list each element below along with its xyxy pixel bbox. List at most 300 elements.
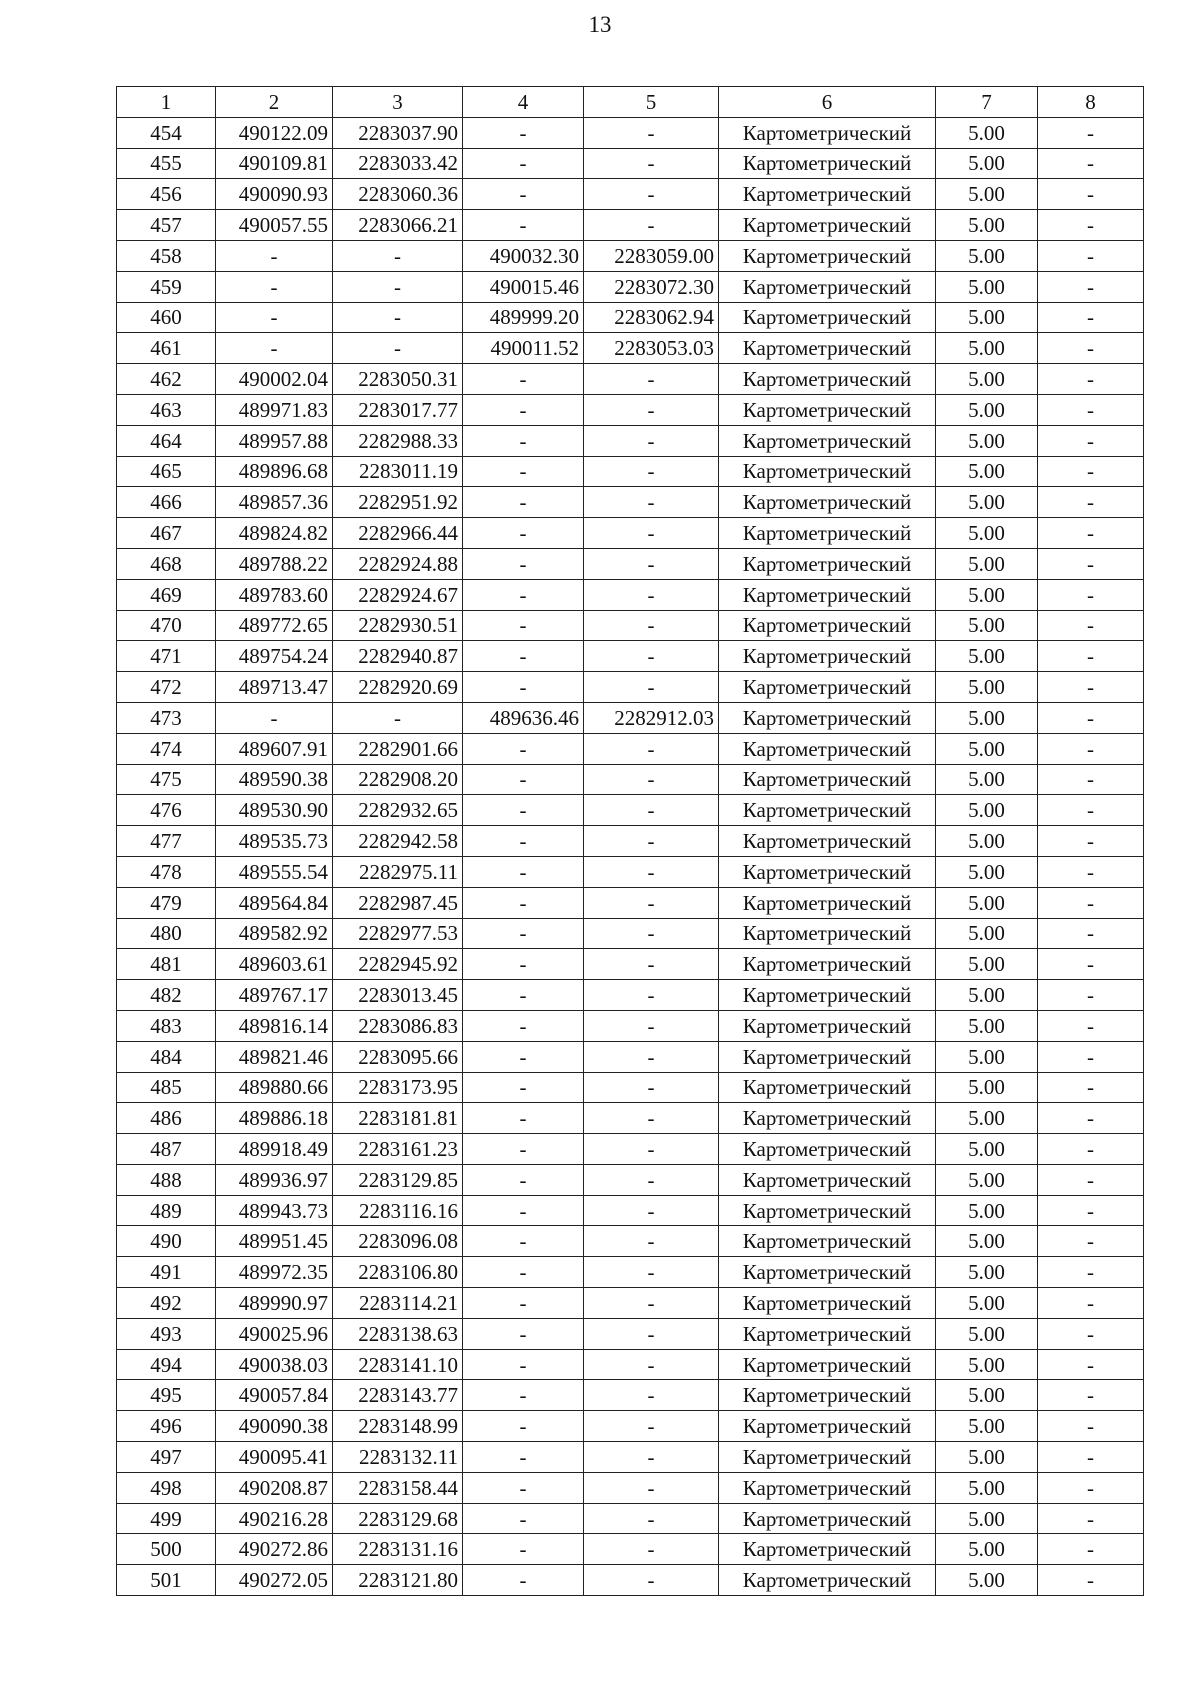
- table-cell: 5.00: [936, 148, 1038, 179]
- table-cell: 490057.84: [216, 1380, 333, 1411]
- table-cell: Картометрический: [719, 1534, 936, 1565]
- table-cell: Картометрический: [719, 1411, 936, 1442]
- table-cell: 5.00: [936, 1288, 1038, 1319]
- column-header: 3: [333, 87, 463, 118]
- table-cell: -: [584, 826, 719, 857]
- table-cell: -: [463, 1442, 584, 1473]
- table-cell: 2283106.80: [333, 1257, 463, 1288]
- table-cell: 490216.28: [216, 1503, 333, 1534]
- table-row: [117, 1534, 1144, 1565]
- table-cell: -: [463, 579, 584, 610]
- table-row: [117, 210, 1144, 241]
- table-cell: 489783.60: [216, 579, 333, 610]
- table-cell: -: [463, 1164, 584, 1195]
- table-row: [117, 1503, 1144, 1534]
- table-cell: 2283011.19: [333, 456, 463, 487]
- table-cell: -: [333, 333, 463, 364]
- table-cell: 5.00: [936, 764, 1038, 795]
- table-cell: 2283131.16: [333, 1534, 463, 1565]
- table-cell: 482: [117, 980, 216, 1011]
- table-cell: -: [463, 1318, 584, 1349]
- table-cell: 2283017.77: [333, 394, 463, 425]
- table-cell: Картометрический: [719, 980, 936, 1011]
- table-cell: 5.00: [936, 1318, 1038, 1349]
- table-cell: 492: [117, 1288, 216, 1319]
- table-cell: 466: [117, 487, 216, 518]
- table-cell: Картометрический: [719, 1503, 936, 1534]
- table-cell: 486: [117, 1103, 216, 1134]
- table-cell: 5.00: [936, 1472, 1038, 1503]
- table-cell: -: [584, 980, 719, 1011]
- table-cell: 490122.09: [216, 117, 333, 148]
- table-cell: 495: [117, 1380, 216, 1411]
- table-cell: 5.00: [936, 548, 1038, 579]
- table-cell: 487: [117, 1134, 216, 1165]
- table-cell: Картометрический: [719, 918, 936, 949]
- table-cell: -: [584, 1442, 719, 1473]
- table-row: [117, 702, 1144, 733]
- table-cell: -: [463, 1380, 584, 1411]
- table-cell: -: [463, 210, 584, 241]
- table-row: [117, 1226, 1144, 1257]
- table-cell: 5.00: [936, 702, 1038, 733]
- table-cell: -: [463, 1072, 584, 1103]
- table-cell: 5.00: [936, 980, 1038, 1011]
- table-cell: -: [463, 764, 584, 795]
- table-cell: -: [463, 610, 584, 641]
- table-cell: 490090.93: [216, 179, 333, 210]
- table-row: [117, 333, 1144, 364]
- table-row: [117, 425, 1144, 456]
- table-cell: -: [216, 302, 333, 333]
- table-cell: -: [1038, 1380, 1144, 1411]
- table-cell: Картометрический: [719, 1010, 936, 1041]
- table-cell: -: [463, 1534, 584, 1565]
- table-cell: -: [584, 1041, 719, 1072]
- table-cell: 489886.18: [216, 1103, 333, 1134]
- table-cell: 2283132.11: [333, 1442, 463, 1473]
- table-cell: 2283129.68: [333, 1503, 463, 1534]
- table-row: [117, 1349, 1144, 1380]
- table-cell: -: [463, 1503, 584, 1534]
- table-cell: -: [584, 949, 719, 980]
- table-cell: 477: [117, 826, 216, 857]
- table-cell: Картометрический: [719, 826, 936, 857]
- table-cell: 489788.22: [216, 548, 333, 579]
- table-cell: Картометрический: [719, 1318, 936, 1349]
- table-cell: 5.00: [936, 795, 1038, 826]
- table-cell: 2283148.99: [333, 1411, 463, 1442]
- table-cell: 469: [117, 579, 216, 610]
- table-row: [117, 302, 1144, 333]
- table-cell: -: [1038, 980, 1144, 1011]
- table-cell: 2283037.90: [333, 117, 463, 148]
- table-cell: 5.00: [936, 1072, 1038, 1103]
- table-cell: 489607.91: [216, 733, 333, 764]
- table-cell: 5.00: [936, 518, 1038, 549]
- table-row: [117, 394, 1144, 425]
- table-cell: 490057.55: [216, 210, 333, 241]
- table-cell: 2282975.11: [333, 856, 463, 887]
- table-cell: 490015.46: [463, 271, 584, 302]
- table-cell: 483: [117, 1010, 216, 1041]
- table-cell: 2282966.44: [333, 518, 463, 549]
- table-cell: 471: [117, 641, 216, 672]
- table-cell: -: [1038, 887, 1144, 918]
- table-cell: 5.00: [936, 302, 1038, 333]
- table-cell: 5.00: [936, 1565, 1038, 1596]
- table-cell: -: [1038, 1318, 1144, 1349]
- table-cell: -: [584, 1010, 719, 1041]
- table-cell: -: [584, 487, 719, 518]
- table-cell: Картометрический: [719, 548, 936, 579]
- table-cell: -: [584, 1503, 719, 1534]
- table-row: [117, 764, 1144, 795]
- table-cell: 2283072.30: [584, 271, 719, 302]
- table-cell: 474: [117, 733, 216, 764]
- table-cell: -: [584, 548, 719, 579]
- table-row: [117, 918, 1144, 949]
- table-cell: 2282942.58: [333, 826, 463, 857]
- table-cell: 456: [117, 179, 216, 210]
- table-cell: -: [1038, 1226, 1144, 1257]
- table-cell: -: [584, 1195, 719, 1226]
- table-row: [117, 518, 1144, 549]
- table-row: [117, 610, 1144, 641]
- table-cell: 5.00: [936, 1226, 1038, 1257]
- table-cell: -: [584, 117, 719, 148]
- table-cell: -: [584, 610, 719, 641]
- table-cell: Картометрический: [719, 1472, 936, 1503]
- table-cell: -: [463, 1010, 584, 1041]
- table-row: [117, 1472, 1144, 1503]
- table-cell: -: [463, 148, 584, 179]
- table-cell: 489972.35: [216, 1257, 333, 1288]
- table-cell: -: [1038, 210, 1144, 241]
- table-row: [117, 641, 1144, 672]
- table-cell: -: [584, 764, 719, 795]
- table-cell: 2282901.66: [333, 733, 463, 764]
- table-cell: 2282987.45: [333, 887, 463, 918]
- table-cell: -: [584, 1318, 719, 1349]
- table-cell: -: [463, 887, 584, 918]
- table-cell: 490: [117, 1226, 216, 1257]
- table-cell: 2282930.51: [333, 610, 463, 641]
- table-cell: -: [584, 1411, 719, 1442]
- table-cell: Картометрический: [719, 795, 936, 826]
- table-cell: -: [1038, 733, 1144, 764]
- table-cell: Картометрический: [719, 949, 936, 980]
- table-cell: 489896.68: [216, 456, 333, 487]
- table-cell: 5.00: [936, 1134, 1038, 1165]
- table-cell: -: [584, 1164, 719, 1195]
- table-cell: -: [463, 1195, 584, 1226]
- table-cell: -: [584, 1257, 719, 1288]
- table-cell: 489957.88: [216, 425, 333, 456]
- table-cell: -: [1038, 240, 1144, 271]
- table-cell: Картометрический: [719, 610, 936, 641]
- table-cell: -: [1038, 641, 1144, 672]
- table-cell: 5.00: [936, 1164, 1038, 1195]
- table-cell: 5.00: [936, 394, 1038, 425]
- table-cell: Картометрический: [719, 333, 936, 364]
- table-cell: Картометрический: [719, 856, 936, 887]
- table-cell: -: [1038, 518, 1144, 549]
- table-cell: 2283181.81: [333, 1103, 463, 1134]
- table-cell: 5.00: [936, 733, 1038, 764]
- table-cell: 5.00: [936, 425, 1038, 456]
- table-cell: 2283143.77: [333, 1380, 463, 1411]
- table-cell: 489990.97: [216, 1288, 333, 1319]
- table-cell: 475: [117, 764, 216, 795]
- table-cell: 489816.14: [216, 1010, 333, 1041]
- table-cell: 490032.30: [463, 240, 584, 271]
- table-cell: 2283158.44: [333, 1472, 463, 1503]
- table-cell: 489582.92: [216, 918, 333, 949]
- table-cell: Картометрический: [719, 487, 936, 518]
- table-cell: -: [463, 1472, 584, 1503]
- table-cell: -: [1038, 702, 1144, 733]
- table-cell: Картометрический: [719, 1349, 936, 1380]
- table-cell: 2283096.08: [333, 1226, 463, 1257]
- table-cell: -: [1038, 1010, 1144, 1041]
- table-cell: -: [1038, 1442, 1144, 1473]
- table-cell: 489564.84: [216, 887, 333, 918]
- table-row: [117, 980, 1144, 1011]
- coordinates-table: [116, 86, 1144, 1596]
- table-cell: 5.00: [936, 826, 1038, 857]
- table-cell: -: [463, 425, 584, 456]
- table-cell: 490095.41: [216, 1442, 333, 1473]
- table-cell: Картометрический: [719, 394, 936, 425]
- table-cell: 489821.46: [216, 1041, 333, 1072]
- table-cell: 2283095.66: [333, 1041, 463, 1072]
- table-cell: 5.00: [936, 887, 1038, 918]
- table-row: [117, 672, 1144, 703]
- table-row: [117, 487, 1144, 518]
- table-cell: -: [584, 672, 719, 703]
- table-cell: 455: [117, 148, 216, 179]
- table-cell: 473: [117, 702, 216, 733]
- table-cell: 2282945.92: [333, 949, 463, 980]
- table-cell: 5.00: [936, 1041, 1038, 1072]
- column-header: 4: [463, 87, 584, 118]
- table-cell: 5.00: [936, 1534, 1038, 1565]
- table-cell: -: [584, 856, 719, 887]
- table-cell: -: [216, 702, 333, 733]
- table-cell: 459: [117, 271, 216, 302]
- table-row: [117, 1442, 1144, 1473]
- table-cell: 2283053.03: [584, 333, 719, 364]
- table-cell: 458: [117, 240, 216, 271]
- table-row: [117, 456, 1144, 487]
- table-cell: -: [463, 179, 584, 210]
- table-cell: 2282951.92: [333, 487, 463, 518]
- table-cell: 489530.90: [216, 795, 333, 826]
- table-cell: Картометрический: [719, 179, 936, 210]
- table-cell: -: [584, 1380, 719, 1411]
- table-row: [117, 1072, 1144, 1103]
- table-cell: 489754.24: [216, 641, 333, 672]
- table-cell: 490025.96: [216, 1318, 333, 1349]
- column-header: 7: [936, 87, 1038, 118]
- table-cell: 5.00: [936, 1411, 1038, 1442]
- table-cell: -: [463, 949, 584, 980]
- table-cell: -: [216, 240, 333, 271]
- table-cell: -: [1038, 949, 1144, 980]
- table-cell: Картометрический: [719, 148, 936, 179]
- table-cell: 490011.52: [463, 333, 584, 364]
- table-cell: Картометрический: [719, 364, 936, 395]
- table-cell: -: [584, 1134, 719, 1165]
- table-cell: 489: [117, 1195, 216, 1226]
- table-cell: Картометрический: [719, 1565, 936, 1596]
- table-cell: -: [463, 1565, 584, 1596]
- table-cell: 462: [117, 364, 216, 395]
- table-cell: -: [463, 394, 584, 425]
- table-cell: 468: [117, 548, 216, 579]
- table-cell: 472: [117, 672, 216, 703]
- table-cell: Картометрический: [719, 456, 936, 487]
- column-header: 1: [117, 87, 216, 118]
- table-cell: 5.00: [936, 1195, 1038, 1226]
- table-cell: -: [463, 364, 584, 395]
- table-cell: -: [1038, 1103, 1144, 1134]
- table-cell: -: [584, 579, 719, 610]
- table-cell: -: [1038, 364, 1144, 395]
- table-cell: Картометрический: [719, 672, 936, 703]
- table-cell: 489999.20: [463, 302, 584, 333]
- table-cell: 484: [117, 1041, 216, 1072]
- table-cell: -: [333, 271, 463, 302]
- table-cell: 2283060.36: [333, 179, 463, 210]
- table-cell: -: [1038, 672, 1144, 703]
- table-cell: 5.00: [936, 949, 1038, 980]
- table-cell: 2283161.23: [333, 1134, 463, 1165]
- table-cell: Картометрический: [719, 733, 936, 764]
- table-cell: 5.00: [936, 918, 1038, 949]
- table-cell: -: [1038, 456, 1144, 487]
- table-cell: 489936.97: [216, 1164, 333, 1195]
- table-cell: 489857.36: [216, 487, 333, 518]
- table-cell: Картометрический: [719, 1257, 936, 1288]
- table-row: [117, 271, 1144, 302]
- table-cell: 489713.47: [216, 672, 333, 703]
- table-cell: 5.00: [936, 487, 1038, 518]
- table-cell: 494: [117, 1349, 216, 1380]
- table-cell: 489772.65: [216, 610, 333, 641]
- table-cell: Картометрический: [719, 1041, 936, 1072]
- column-header: 2: [216, 87, 333, 118]
- table-cell: 5.00: [936, 672, 1038, 703]
- table-cell: -: [584, 179, 719, 210]
- table-cell: 460: [117, 302, 216, 333]
- table-cell: Картометрический: [719, 887, 936, 918]
- table-cell: Картометрический: [719, 1380, 936, 1411]
- table-cell: 478: [117, 856, 216, 887]
- table-row: [117, 1565, 1144, 1596]
- table-cell: 2283116.16: [333, 1195, 463, 1226]
- table-header-row: [117, 87, 1144, 118]
- table-cell: 493: [117, 1318, 216, 1349]
- table-cell: -: [1038, 856, 1144, 887]
- table-cell: 479: [117, 887, 216, 918]
- table-row: [117, 795, 1144, 826]
- table-cell: 5.00: [936, 610, 1038, 641]
- table-cell: -: [216, 333, 333, 364]
- table-row: [117, 1041, 1144, 1072]
- table-row: [117, 856, 1144, 887]
- table-cell: -: [1038, 548, 1144, 579]
- table-cell: -: [463, 1103, 584, 1134]
- table-cell: -: [463, 826, 584, 857]
- table-cell: Картометрический: [719, 1164, 936, 1195]
- table-cell: 5.00: [936, 179, 1038, 210]
- table-cell: Картометрический: [719, 425, 936, 456]
- table-cell: 5.00: [936, 364, 1038, 395]
- table-cell: Картометрический: [719, 1134, 936, 1165]
- column-header: 5: [584, 87, 719, 118]
- table-cell: 490272.05: [216, 1565, 333, 1596]
- table-cell: -: [1038, 1503, 1144, 1534]
- table-cell: -: [1038, 918, 1144, 949]
- table-cell: -: [1038, 1349, 1144, 1380]
- table-cell: 489824.82: [216, 518, 333, 549]
- table-cell: -: [584, 210, 719, 241]
- table-cell: -: [463, 856, 584, 887]
- table-cell: 480: [117, 918, 216, 949]
- table-cell: 467: [117, 518, 216, 549]
- table-cell: 463: [117, 394, 216, 425]
- table-cell: 489555.54: [216, 856, 333, 887]
- table-cell: 5.00: [936, 1380, 1038, 1411]
- table-row: [117, 1103, 1144, 1134]
- table-cell: -: [1038, 487, 1144, 518]
- table-cell: 489971.83: [216, 394, 333, 425]
- table-cell: 490109.81: [216, 148, 333, 179]
- table-cell: 5.00: [936, 1503, 1038, 1534]
- column-header: 6: [719, 87, 936, 118]
- table-cell: 2283114.21: [333, 1288, 463, 1319]
- table-cell: -: [463, 980, 584, 1011]
- table-cell: -: [1038, 1072, 1144, 1103]
- table-cell: 5.00: [936, 1103, 1038, 1134]
- table-cell: 485: [117, 1072, 216, 1103]
- table-cell: 476: [117, 795, 216, 826]
- table-row: [117, 1134, 1144, 1165]
- table-cell: -: [1038, 1041, 1144, 1072]
- table-row: [117, 1010, 1144, 1041]
- table-row: [117, 887, 1144, 918]
- table-cell: 489918.49: [216, 1134, 333, 1165]
- table-row: [117, 579, 1144, 610]
- table-cell: 481: [117, 949, 216, 980]
- table-row: [117, 1288, 1144, 1319]
- table-cell: -: [463, 456, 584, 487]
- table-cell: Картометрический: [719, 1288, 936, 1319]
- table-cell: -: [1038, 610, 1144, 641]
- table-cell: 491: [117, 1257, 216, 1288]
- table-cell: -: [463, 918, 584, 949]
- table-cell: -: [463, 518, 584, 549]
- table-cell: Картометрический: [719, 518, 936, 549]
- table-cell: Картометрический: [719, 302, 936, 333]
- table-row: [117, 117, 1144, 148]
- table-cell: -: [463, 1041, 584, 1072]
- table-cell: -: [584, 1288, 719, 1319]
- table-cell: 2283013.45: [333, 980, 463, 1011]
- table-cell: -: [333, 702, 463, 733]
